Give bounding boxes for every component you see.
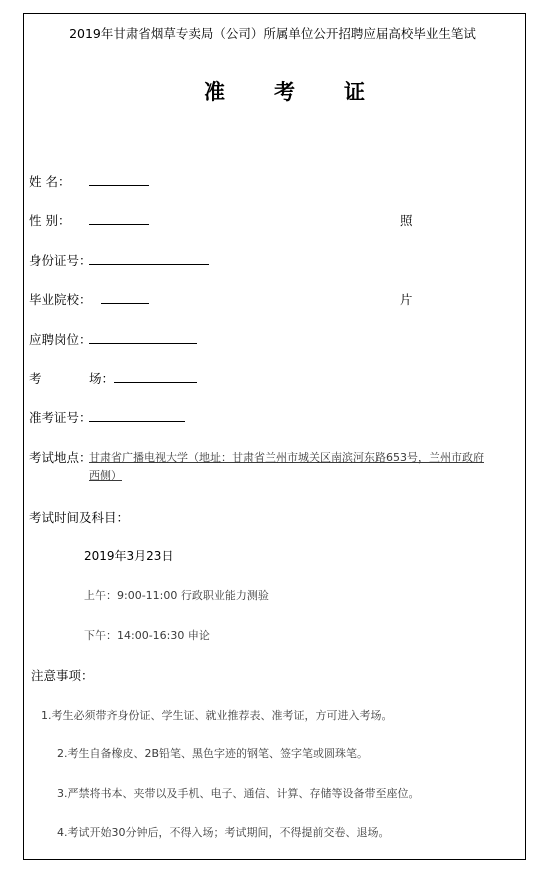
gender-label: 性 别： <box>29 213 71 228</box>
document-title <box>204 76 365 106</box>
exam-room-blank <box>114 382 197 383</box>
id-number-blank <box>89 264 209 265</box>
notes-label: 注意事项： <box>31 668 94 683</box>
title-char-3: 证 <box>344 80 365 104</box>
note-item-4: 4.考试开始30分钟后，不得入场；考试期间，不得提前交卷、退场。 <box>57 826 390 839</box>
position-label: 应聘岗位： <box>29 332 92 347</box>
exam-header: 2019年甘肃省烟草专卖局（公司）所属单位公开招聘应届高校毕业生笔试 <box>69 26 476 41</box>
gender-blank <box>89 224 149 225</box>
photo-char-1: 照 <box>400 213 413 228</box>
exam-room-label-b: 场： <box>89 371 115 386</box>
school-label: 毕业院校： <box>29 292 92 307</box>
location-line-2: 西侧） <box>89 469 122 482</box>
ticket-number-label: 准考证号： <box>29 410 92 425</box>
schedule-label: 考试时间及科目： <box>29 510 130 525</box>
note-item-2: 2.考生自备橡皮、2B铅笔、黑色字迹的钢笔、签字笔或圆珠笔。 <box>57 747 369 760</box>
position-blank <box>89 343 197 344</box>
title-char-1: 准 <box>204 80 225 104</box>
admission-ticket-frame <box>23 13 526 860</box>
note-item-1: 1.考生必须带齐身份证、学生证、就业推荐表、准考证，方可进入考场。 <box>41 709 393 722</box>
note-item-3: 3.严禁将书本、夹带以及手机、电子、通信、计算、存储等设备带至座位。 <box>57 787 420 800</box>
location-label: 考试地点： <box>29 450 92 465</box>
school-blank <box>101 303 149 304</box>
id-number-label: 身份证号： <box>29 253 92 268</box>
name-label: 姓 名： <box>29 174 71 189</box>
afternoon-session: 下午：14:00-16:30 申论 <box>84 629 210 642</box>
location-line-1: 甘肃省广播电视大学（地址：甘肃省兰州市城关区南滨河东路653号，兰州市政府 <box>89 451 484 464</box>
exam-room-label-a: 考 <box>29 371 42 386</box>
title-char-2: 考 <box>274 80 295 104</box>
morning-session: 上午：9:00-11:00 行政职业能力测验 <box>84 589 269 602</box>
name-blank <box>89 185 149 186</box>
ticket-number-blank <box>89 421 185 422</box>
exam-date: 2019年3月23日 <box>84 549 174 563</box>
photo-char-2: 片 <box>400 292 413 307</box>
